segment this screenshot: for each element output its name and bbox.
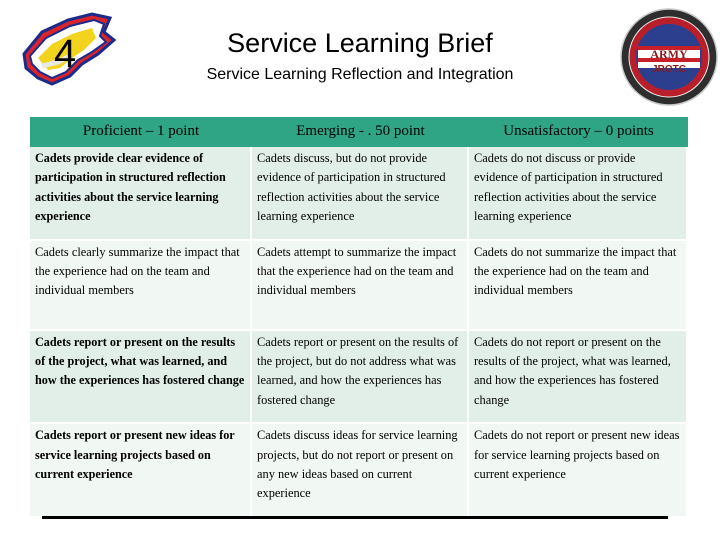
proficient-cell: Cadets clearly summarize the impact that the experience had on the team and individual members	[30, 241, 252, 331]
emerging-cell: Cadets discuss, but do not provide evidence of participation in structured reflection activities about the service learning experience	[252, 147, 469, 241]
emerging-cell: Cadets discuss ideas for service learning projects, but do not report or present on any new ideas based on current experience	[252, 424, 469, 518]
header-unsatisfactory: Unsatisfactory – 0 points	[469, 117, 688, 147]
table-row	[30, 331, 688, 425]
unsatisfactory-cell: Cadets do not report or present on the results of the project, what was learned, and how the experiences has fostered change	[469, 331, 688, 425]
footer-divider	[42, 516, 668, 519]
chapter-number: 4	[54, 32, 77, 76]
army-jrotc-seal-icon	[618, 6, 720, 108]
seal-army-text: ARMY	[650, 47, 688, 61]
proficient-cell: Cadets report or present new ideas for service learning projects based on current experience	[30, 424, 252, 518]
unsatisfactory-cell: Cadets do not report or present new ideas for service learning projects based on current experience	[469, 424, 688, 518]
seal-jrotc-text: JROTC	[652, 64, 686, 75]
page-subtitle: Service Learning Reflection and Integration	[206, 66, 514, 83]
north-carolina-state-map-icon	[12, 10, 122, 102]
page-title: Service Learning Brief	[227, 28, 493, 58]
emerging-cell: Cadets attempt to summarize the impact that the experience had on the team and individual members	[252, 241, 469, 331]
unsatisfactory-cell: Cadets do not discuss or provide evidence of participation in structured reflection activities about the service learning experience	[469, 147, 688, 241]
slide-header	[0, 0, 720, 112]
table-row	[30, 241, 688, 331]
emerging-cell: Cadets report or present on the results of the project, but do not address what was learned, and how the experiences has fostered change	[252, 331, 469, 425]
header-proficient: Proficient – 1 point	[30, 117, 252, 147]
header-emerging: Emerging - . 50 point	[252, 117, 469, 147]
rubric-header-row	[30, 117, 688, 147]
table-row	[30, 424, 688, 518]
proficient-cell: Cadets report or present on the results of the project, what was learned, and how the experiences has fostered change	[30, 331, 252, 425]
seal-graphic	[618, 6, 720, 108]
unsatisfactory-cell: Cadets do not summarize the impact that the experience had on the team and individual members	[469, 241, 688, 331]
rubric-table	[30, 117, 688, 518]
table-row	[30, 147, 688, 241]
proficient-cell: Cadets provide clear evidence of participation in structured reflection activities about the service learning experience	[30, 147, 252, 241]
